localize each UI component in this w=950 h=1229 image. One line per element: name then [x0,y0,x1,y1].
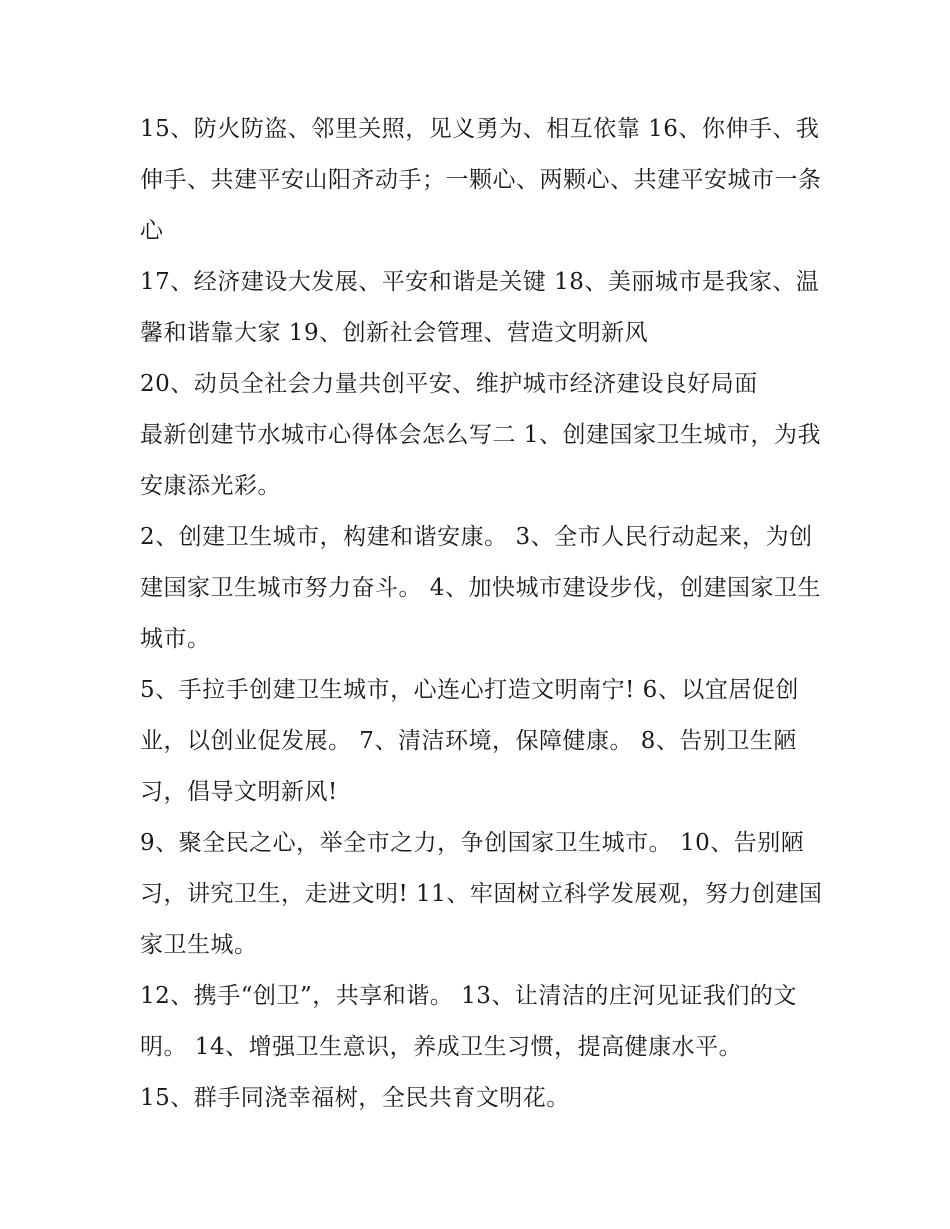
paragraph-8: 12、携手“创卫”，共享和谐。 13、让清洁的庄河见证我们的文明。 14、增强卫生意识，养成卫生习惯，提高健康水平。 [140,983,797,1060]
paragraph-9: 15、群手同浇幸福树，全民共育文明花。 [140,1085,570,1111]
paragraph-5: 2、创建卫生城市，构建和谐安康。 3、全市人民行动起来，为创建国家卫生城市努力奋斗。 4、加快城市建设步伐，创建国家卫生城市。 [140,524,821,652]
paragraph-1: 15、防火防盗、邻里关照，见义勇为、相互依靠 16、你伸手、我伸手、共建平安山阳齐动手；一颗心、两颗心、共建平安城市一条心 [140,116,822,244]
paragraph-2: 17、经济建设大发展、平安和谐是关键 18、美丽城市是我家、温馨和谐靠大家 19、创新社会管理、营造文明新风 [140,269,820,346]
paragraph-7: 9、聚全民之心，举全市之力，争创国家卫生城市。 10、告别陋习，讲究卫生，走进文明! 11、牢固树立科学发展观，努力创建国家卫生城。 [140,830,823,958]
paragraph-4: 最新创建节水城市心得体会怎么写二 1、创建国家卫生城市，为我安康添光彩。 [140,422,821,499]
document-body [140,104,830,1124]
paragraph-3: 20、动员全社会力量共创平安、维护城市经济建设良好局面 [140,371,758,397]
paragraph-6: 5、手拉手创建卫生城市，心连心打造文明南宁! 6、以宜居促创业，以创业促发展。 7、清洁环境，保障健康。 8、告别卫生陋习，倡导文明新风! [140,677,799,805]
